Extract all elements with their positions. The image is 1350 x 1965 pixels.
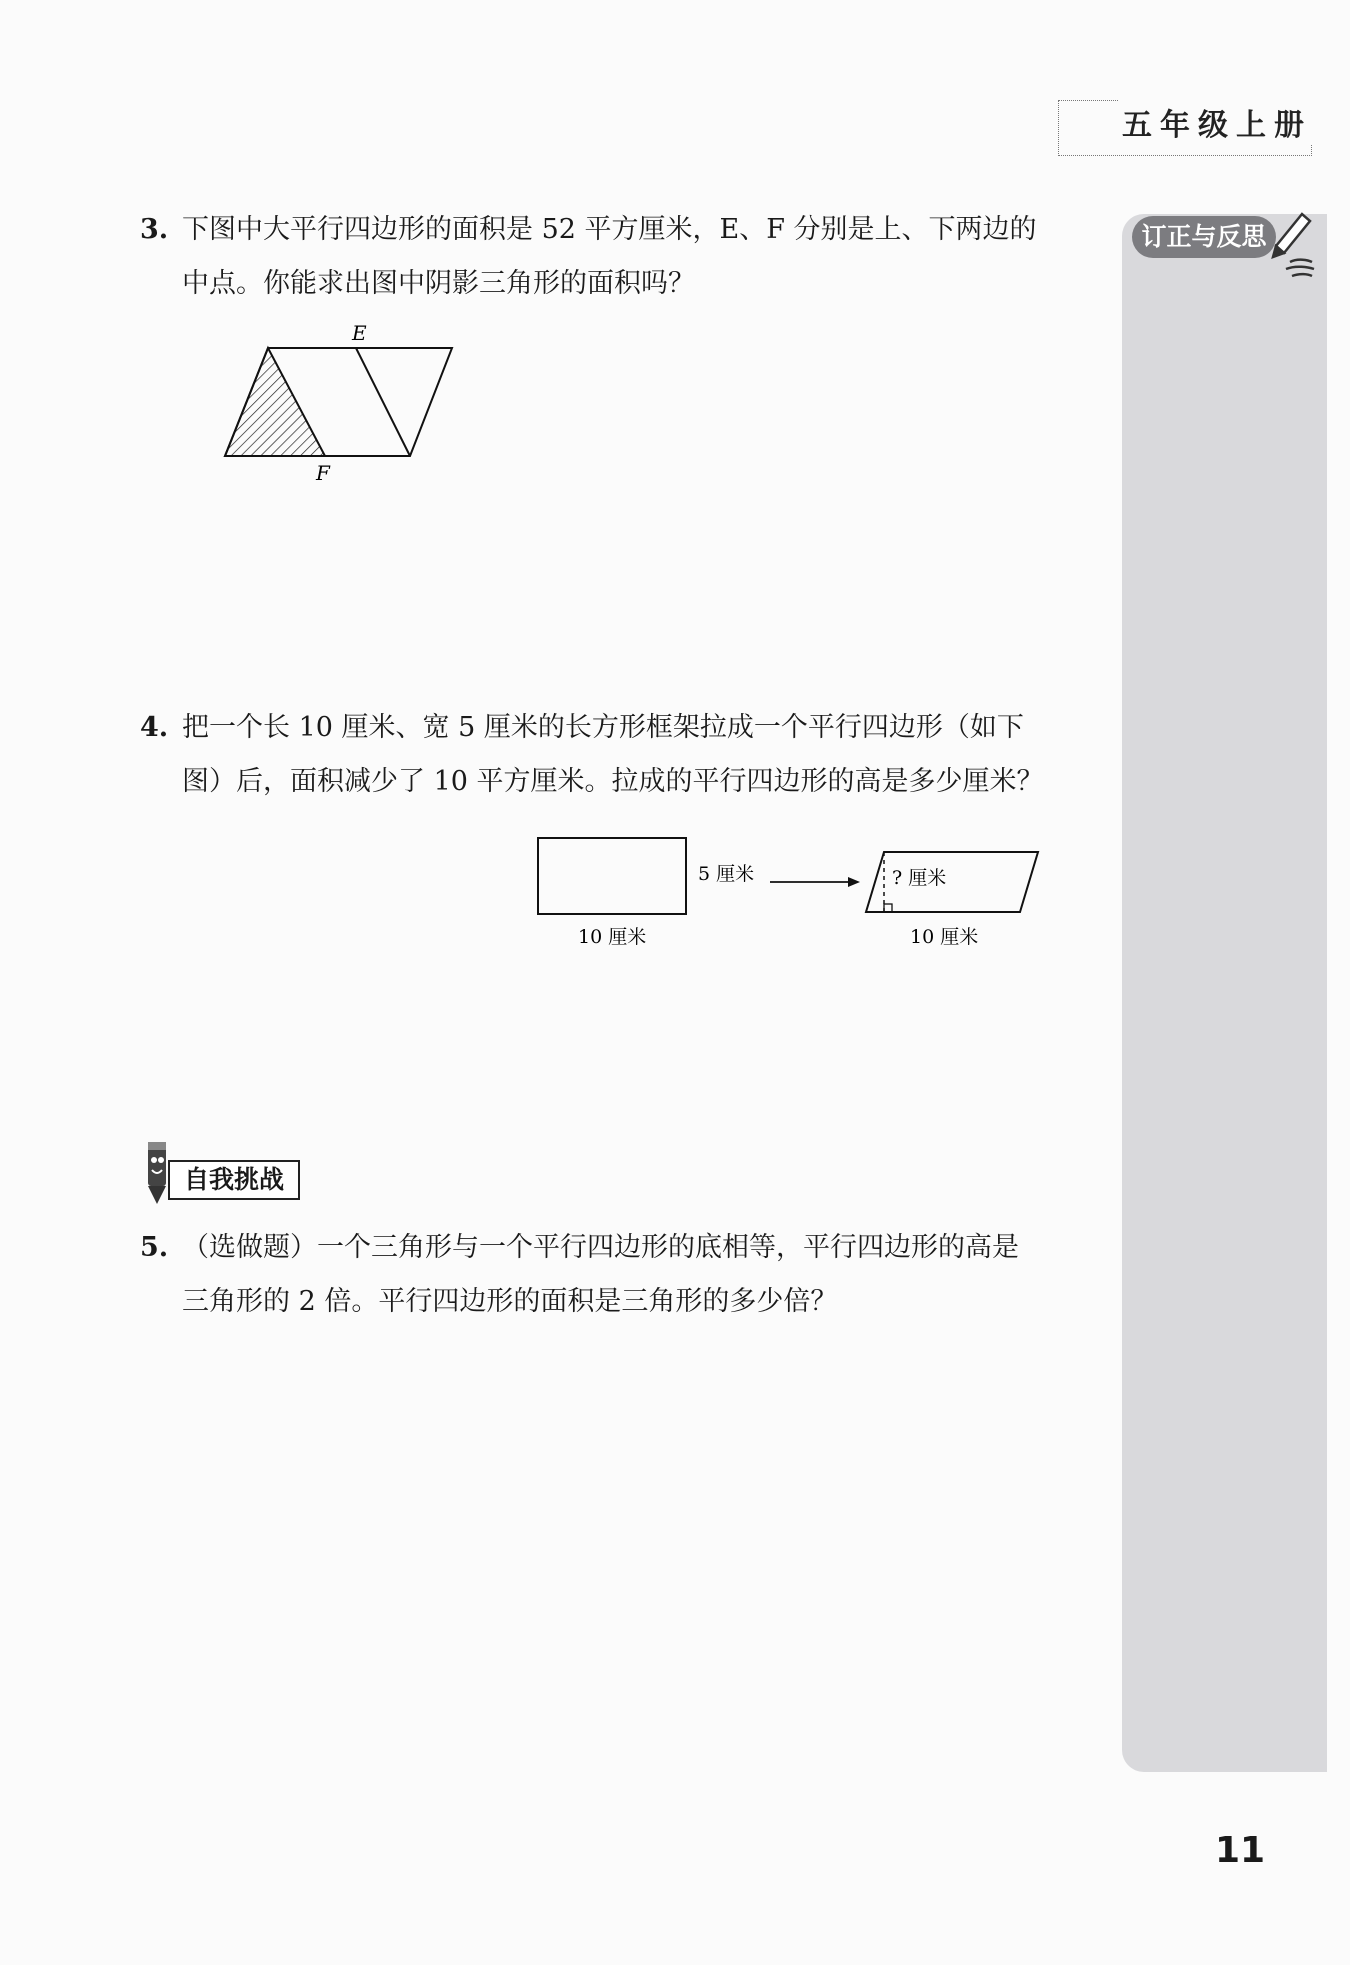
parallelogram-figure — [210, 318, 470, 488]
question-number: 3. — [140, 214, 169, 245]
rectangle-to-parallelogram-figure — [530, 828, 1050, 958]
rect-height-label: 5 厘米 — [698, 863, 755, 885]
question-text-line: （选做题）一个三角形与一个平行四边形的底相等，平行四边形的高是 — [182, 1232, 1019, 1263]
correction-sidebar — [1122, 214, 1327, 1772]
pencil-icon — [1268, 208, 1318, 284]
self-challenge-label: 自我挑战 — [168, 1160, 300, 1200]
question-text-line: 中点。你能求出图中阴影三角形的面积吗？ — [182, 268, 695, 299]
question-3 — [140, 203, 1080, 311]
question-5 — [140, 1221, 1080, 1329]
rect-width-label: 10 厘米 — [578, 926, 647, 948]
question-text-line: 图）后，面积减少了 10 平方厘米。拉成的平行四边形的高是多少厘米？ — [182, 766, 1044, 797]
para-base-label: 10 厘米 — [910, 926, 979, 948]
question-4 — [140, 701, 1080, 809]
question-number: 4. — [140, 712, 169, 743]
label-e: E — [352, 321, 367, 345]
page-number: 11 — [1215, 1830, 1266, 1871]
right-angle-mark — [884, 904, 892, 912]
question-number: 5. — [140, 1232, 169, 1263]
question-text-line: 三角形的 2 倍。平行四边形的面积是三角形的多少倍？ — [182, 1286, 838, 1317]
label-f: F — [316, 461, 330, 485]
segment-e-to-bottom-right — [356, 348, 410, 456]
grade-title: 五年级上册 — [1118, 100, 1316, 144]
rectangle-frame — [538, 838, 686, 914]
shaded-triangle — [225, 348, 325, 456]
question-text-line: 把一个长 10 厘米、宽 5 厘米的长方形框架拉成一个平行四边形（如下 — [182, 712, 1024, 743]
para-height-label: ? 厘米 — [892, 867, 947, 889]
arrow-head-icon — [848, 877, 860, 887]
sidebar-label: 订正与反思 — [1132, 216, 1276, 258]
question-text-line: 下图中大平行四边形的面积是 52 平方厘米，E、F 分别是上、下两边的 — [182, 214, 1037, 245]
